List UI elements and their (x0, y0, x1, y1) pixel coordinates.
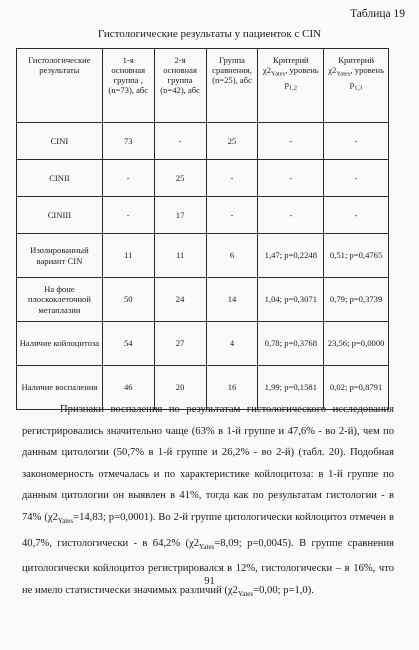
table-header-row (17, 49, 389, 123)
cell-criterion-1-2: 1,47; p=0,2248 (258, 234, 324, 278)
row-label: CINIII (17, 197, 103, 234)
header-histology: Гистологические результаты (17, 49, 103, 123)
cell-criterion-1-2: - (258, 160, 324, 197)
cell-comparison: 4 (206, 322, 258, 366)
cell-group-1: 46 (102, 366, 154, 410)
cell-group-2: 11 (154, 234, 206, 278)
cell-criterion-1-3: - (324, 160, 389, 197)
cell-group-1: - (102, 160, 154, 197)
header-criterion-1-3-p: 1,3 (354, 84, 363, 92)
table-row (17, 322, 389, 366)
cell-comparison: 25 (206, 123, 258, 160)
cell-group-2: 25 (154, 160, 206, 197)
header-criterion-1-2-p: 1,2 (288, 84, 298, 92)
cell-group-1: 54 (102, 322, 154, 366)
table-row (17, 278, 389, 322)
cell-criterion-1-3: 0,51; p=0,4765 (324, 234, 389, 278)
cell-criterion-1-3: 23,56; p=0,0000 (324, 322, 389, 366)
yates-subscript: Yates (199, 542, 215, 551)
cell-comparison: - (206, 160, 258, 197)
cell-criterion-1-2: 1,99; p=0,1581 (258, 366, 324, 410)
table-row (17, 123, 389, 160)
table-row (17, 160, 389, 197)
yates-subscript: Yates (57, 517, 74, 526)
header-group-1: 1-я основная группа , (n=73), абс (102, 49, 154, 123)
table-caption: Гистологические результаты у пациенток с CIN (97, 28, 322, 40)
row-label: Изолированный вариант CIN (17, 234, 103, 278)
cell-criterion-1-3: - (324, 197, 389, 234)
row-label: CINII (17, 160, 103, 197)
cell-comparison: 14 (206, 278, 258, 322)
cell-group-2: 27 (154, 322, 206, 366)
cell-criterion-1-2: - (258, 123, 324, 160)
cell-group-2: 17 (154, 197, 206, 234)
body-paragraph (22, 399, 394, 606)
yates-subscript: Yates (237, 590, 254, 599)
row-label: На фоне плоскоклеточной метаплазии (17, 278, 103, 322)
paragraph-part-2: =14,83; p=0,0001). Во 2-й группе цитологически койлоцитоз отмечен в 40,7%, гистологически - в 64,2% (χ2 (22, 511, 395, 549)
page-number: 91 (204, 576, 215, 587)
table-label: Таблица 19 (350, 8, 405, 20)
header-criterion-1-3-text-b: , уровень р (349, 65, 384, 89)
header-criterion-1-3-sub: Yates (336, 70, 351, 78)
row-label: Наличие койлоцитоза (17, 322, 103, 366)
paragraph-part-4: =0,00; p=1,0). (253, 584, 314, 596)
results-table (16, 48, 389, 410)
cell-group-1: - (102, 197, 154, 234)
header-group-2: 2-я основная группа (n=42), абс (154, 49, 206, 123)
header-criterion-1-2-sub: Yates (271, 70, 286, 78)
cell-comparison: - (206, 197, 258, 234)
header-criterion-1-2 (258, 49, 324, 123)
cell-comparison: 6 (206, 234, 258, 278)
paragraph-part-1: Признаки воспаления по результатам гистологического исследования регистрировались значительно чаще (63% в 1-й группе и 47,6% - во 2-й), чем по данным цитологии (50,7% в 1-й группе и 26,2% - во 2-й) (табл. 20). Подобная закономерность отмечалась и по характеристике койлоцитоза: в 1-й группе по данным цитологии он выявлен в 41%, тогда как по результатам гистологии - в 74% (χ2 (22, 404, 394, 523)
table-row (17, 197, 389, 234)
header-criterion-1-2-text-b: , уровень р (284, 65, 319, 89)
header-criterion-1-3-text-a: Критерий χ2 (328, 55, 374, 76)
cell-criterion-1-3: 0,79; p=0,3739 (324, 278, 389, 322)
header-criterion-1-2-text-a: Критерий χ2 (262, 55, 309, 76)
cell-criterion-1-2: 0,78; p=0,3768 (258, 322, 324, 366)
cell-criterion-1-3: 0,02; p=0,8791 (324, 366, 389, 410)
cell-group-1: 11 (102, 234, 154, 278)
cell-group-1: 50 (102, 278, 154, 322)
header-criterion-1-3 (324, 49, 389, 123)
table-row (17, 234, 389, 278)
cell-comparison: 16 (206, 366, 258, 410)
paragraph-part-3: =8,09; p=0,0045). В группе сравнения цитологически койлоцитоз регистрировался в 12%, гистологически – в 16%, что не имело статистически значимых различий (χ2 (22, 537, 394, 596)
paragraph-text (22, 399, 394, 606)
cell-group-2: 24 (154, 278, 206, 322)
cell-group-2: 20 (154, 366, 206, 410)
cell-criterion-1-3: - (324, 123, 389, 160)
header-comparison-group: Группа сравнения, (n=25), абс (206, 49, 258, 123)
cell-group-1: 73 (102, 123, 154, 160)
cell-criterion-1-2: 1,04; p=0,3071 (258, 278, 324, 322)
row-label: Наличие воспаления (17, 366, 103, 410)
cell-criterion-1-2: - (258, 197, 324, 234)
row-label: CINI (17, 123, 103, 160)
cell-group-2: - (154, 123, 206, 160)
